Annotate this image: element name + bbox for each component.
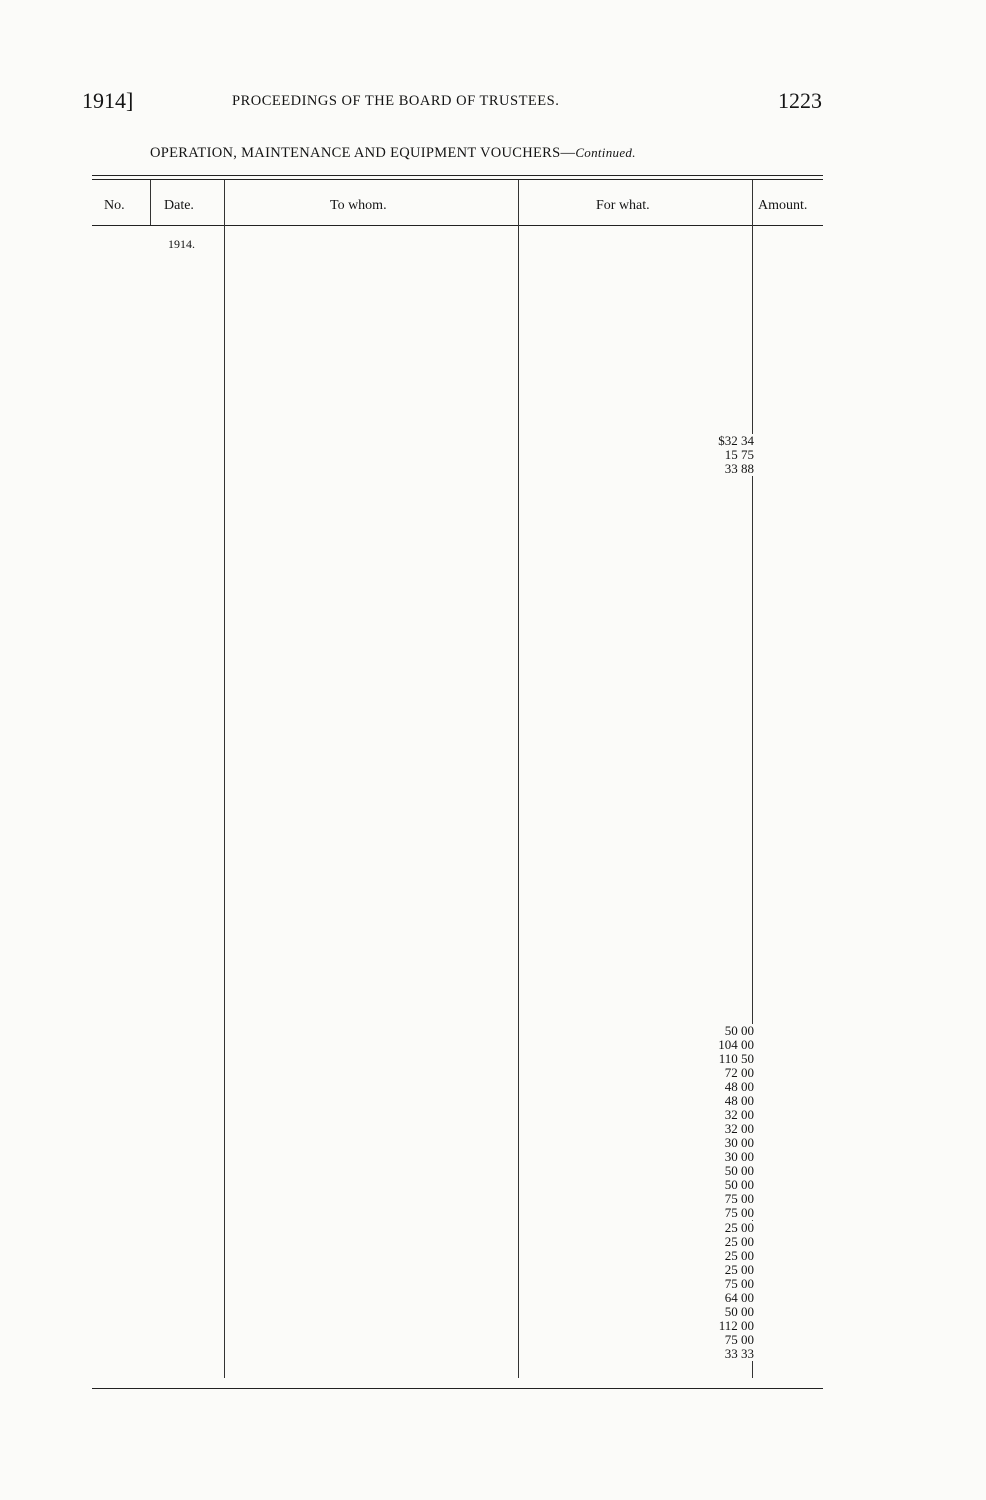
sub-amount: 25 00 [676,1221,754,1235]
section-title-main: OPERATION, MAINTENANCE AND EQUIPMENT VOUCHERS— [150,145,576,161]
table-row [0,1319,986,1333]
table-row [0,574,986,588]
sub-amount: 64 00 [676,1291,754,1305]
sub-amount: 75 00 [676,1333,754,1347]
table-row [0,1249,986,1263]
table-row [0,1263,986,1277]
table-row [0,518,986,532]
table-row [0,659,986,673]
table-row [0,1136,986,1150]
table-row [0,1052,986,1066]
table-row [0,392,986,406]
sub-amount: 50 00 [676,1178,754,1192]
sub-amount: 50 00 [676,1024,754,1038]
sub-amount: 75 00 [676,1192,754,1206]
header-year: 1914] [82,88,134,113]
table-row [0,251,986,265]
table-row [0,785,986,799]
sub-amount: 75 00 [676,1206,754,1220]
sub-amount: 50 00 [676,1305,754,1319]
table-row [0,279,986,293]
table-row [0,1347,986,1361]
table-row [0,673,986,687]
table-row [0,687,986,701]
table-row [0,644,986,658]
running-header [82,88,822,114]
sub-amount: 33 33 [676,1347,754,1361]
table-row [0,757,986,771]
header-underline [92,225,823,226]
table-row [0,1206,986,1220]
table-row [0,1192,986,1206]
sub-amount: 30 00 [676,1136,754,1150]
table-row [0,406,986,420]
table-row [0,1094,986,1108]
section-title-continued: Continued. [575,145,636,160]
table-row [0,476,986,490]
table-row [0,490,986,504]
sub-amount: 32 00 [676,1122,754,1136]
table-row [0,827,986,841]
table-row [0,321,986,335]
table-row [0,420,986,434]
sub-amount: 112 00 [676,1319,754,1333]
table-row [0,911,986,925]
table-row [0,462,986,476]
table-row [0,1066,986,1080]
table-row [0,1150,986,1164]
table-row [0,1164,986,1178]
table-row [0,799,986,813]
table-row [0,1080,986,1094]
table-row [0,715,986,729]
col-header-for-what: For what. [596,198,650,213]
table-row [0,1108,986,1122]
table-top-rule-inner [92,179,823,180]
table-row [0,982,986,996]
year-label: 1914. [168,237,195,251]
table-row [0,335,986,349]
table-row [0,869,986,883]
sub-amount: 25 00 [676,1263,754,1277]
table-row [0,771,986,785]
sub-amount: 25 00 [676,1249,754,1263]
table-row [0,265,986,279]
table-row [0,616,986,630]
table-row [0,307,986,321]
table-row [0,743,986,757]
table-row [0,1010,986,1024]
sub-amount: 48 00 [676,1080,754,1094]
table-row [0,560,986,574]
table-row [0,701,986,715]
table-row [0,377,986,391]
table-row [0,1221,986,1235]
sub-amount: 75 00 [676,1277,754,1291]
col-header-amount: Amount. [758,198,808,213]
col-header-date: Date. [164,198,194,213]
sub-amount: 30 00 [676,1150,754,1164]
header-title: PROCEEDINGS OF THE BOARD OF TRUSTEES. [232,93,560,109]
sub-amount: 72 00 [676,1066,754,1080]
table-row [0,1277,986,1291]
table-row [0,1038,986,1052]
table-row [0,813,986,827]
section-title [150,145,636,162]
sub-amount: 104 00 [676,1038,754,1052]
table-row [0,897,986,911]
table-row [0,841,986,855]
table-row [0,293,986,307]
sub-amount: 110 50 [676,1052,754,1066]
table-row [0,940,986,954]
sub-amount: 15 75 [676,448,754,462]
table-row [0,1178,986,1192]
table-bottom-rule [92,1388,823,1389]
table-row [0,434,986,448]
table-row [0,546,986,560]
table-row [0,630,986,644]
sub-amount: $32 34 [676,434,754,448]
table-row [0,1291,986,1305]
table-top-rule [92,175,823,176]
table-row [0,349,986,363]
table-row [0,968,986,982]
sub-amount: 48 00 [676,1094,754,1108]
sub-amount: 25 00 [676,1235,754,1249]
table-row [0,855,986,869]
table-row [0,1333,986,1347]
sub-amount: 50 00 [676,1164,754,1178]
table-row [0,363,986,377]
sub-amount: 32 00 [676,1108,754,1122]
table-row [0,1305,986,1319]
col-divider-head-1 [150,180,151,225]
table-row [0,1235,986,1249]
table-row [0,504,986,518]
table-row [0,925,986,939]
col-header-no: No. [104,198,125,213]
table-row [0,1122,986,1136]
table-row [0,883,986,897]
table-row [0,954,986,968]
sub-amount: 33 88 [676,462,754,476]
table-row [0,602,986,616]
col-header-to-whom: To whom. [330,198,387,213]
table-row [0,1024,986,1038]
table-row [0,588,986,602]
table-row [0,448,986,462]
page-number: 1223 [778,88,822,113]
table-row [0,729,986,743]
table-row [0,996,986,1010]
table-row [0,532,986,546]
